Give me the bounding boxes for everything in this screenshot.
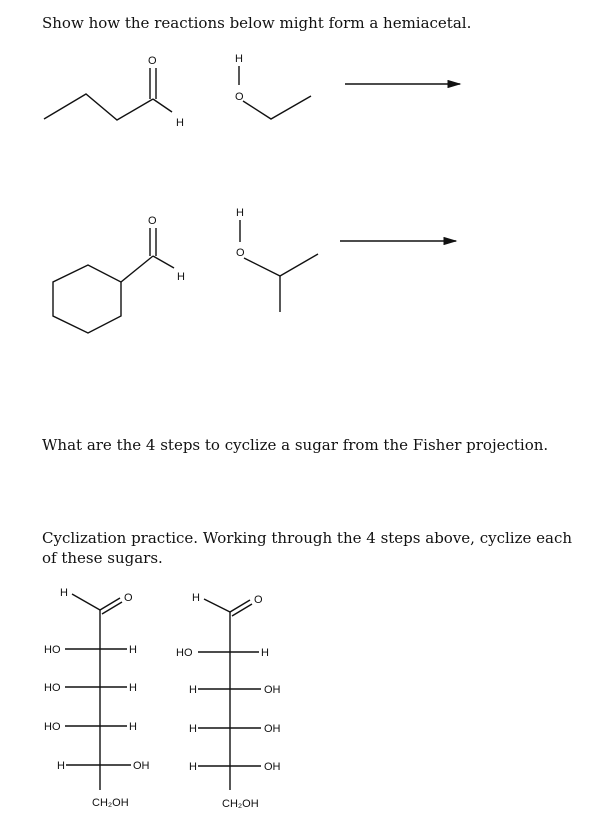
alcohol-hydrogen-label-2: H [236, 207, 244, 219]
aldehyde-oxygen-label: O [148, 55, 157, 67]
row-2-right-b: OH [264, 684, 281, 696]
bottom-group-a: CH₂OH [92, 797, 129, 809]
row-1-right-b: H [261, 647, 269, 659]
row-3-right-b: OH [264, 723, 281, 735]
row-4-left-b: H [189, 761, 197, 773]
alcohol-hydrogen-label: H [235, 53, 243, 65]
row-3-left-a: HO [44, 721, 61, 733]
row-3-left-b: H [189, 723, 197, 735]
aldehyde-o-label-a: O [124, 592, 133, 604]
isopropanol-structure [236, 207, 318, 312]
row-2-left-b: H [189, 684, 197, 696]
fischer-projection-a [44, 587, 150, 809]
aldehyde-hydrogen-label: H [176, 117, 184, 129]
row-3-right-a: H [129, 721, 137, 733]
reaction-1 [44, 53, 460, 129]
aldehyde-h-label-a: H [60, 587, 68, 599]
alcohol-oxygen-label: O [235, 91, 244, 103]
row-1-left-a: HO [44, 644, 61, 656]
row-1-right-a: H [129, 644, 137, 656]
alcohol-oxygen-label-2: O [236, 247, 245, 259]
aldehyde-oxygen-label-2: O [148, 215, 157, 227]
aldehyde-hydrogen-label-2: H [177, 271, 185, 283]
propanal-structure [44, 55, 184, 129]
row-2-left-a: HO [44, 682, 61, 694]
cyclohexanecarbaldehyde-structure [53, 215, 185, 333]
question-cyclization-practice: Cyclization practice. Working through the 4 steps above, cyclize each of these sugars. [42, 529, 573, 567]
aldehyde-h-label-b: H [192, 592, 200, 604]
row-1-left-b: HO [176, 647, 193, 659]
row-2-right-a: H [129, 682, 137, 694]
ethanol-structure [235, 53, 311, 119]
row-4-right-a: OH [133, 760, 150, 772]
reaction-2 [53, 207, 456, 333]
question-hemiacetal: Show how the reactions below might form a hemiacetal. [42, 14, 472, 32]
bottom-group-b: CH₂OH [222, 798, 259, 810]
row-4-right-b: OH [264, 761, 281, 773]
aldehyde-o-label-b: O [254, 594, 263, 606]
row-4-left-a: H [57, 760, 65, 772]
fischer-projection-b [176, 592, 281, 810]
question-cyclize-steps: What are the 4 steps to cyclize a sugar from the Fisher projection. [42, 436, 549, 454]
